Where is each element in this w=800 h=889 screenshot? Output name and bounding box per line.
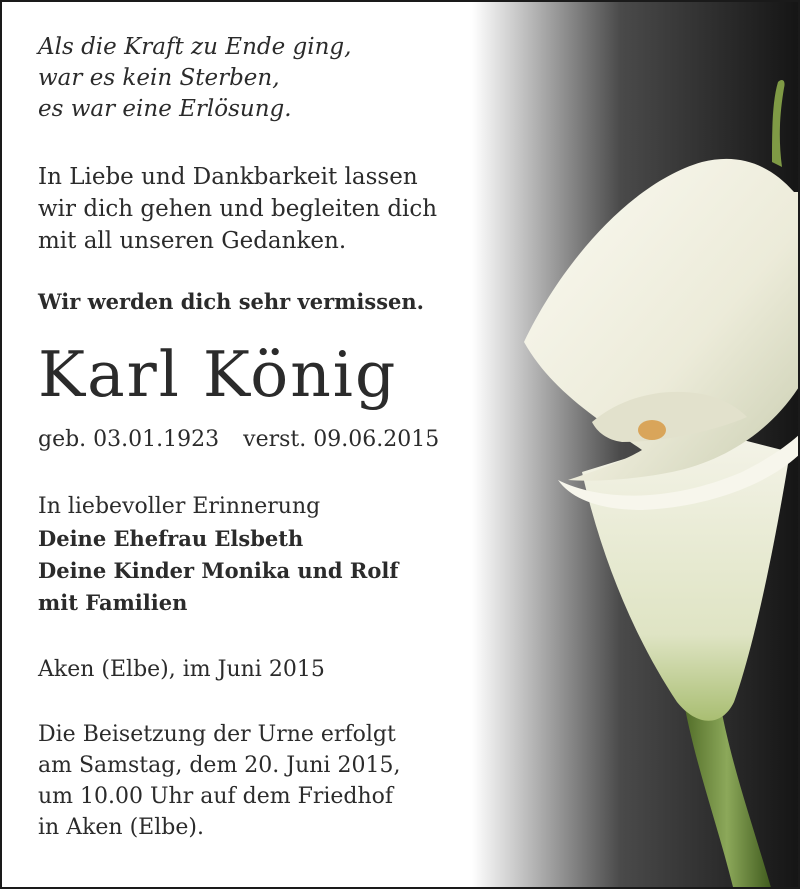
death-date: verst. 09.06.2015 (243, 427, 440, 452)
calla-lily-photo (472, 2, 800, 889)
farewell-line: wir dich gehen und begleiten dich (38, 196, 438, 222)
mourner: Deine Ehefrau Elsbeth (38, 526, 304, 551)
birth-date: geb. 03.01.1923 (38, 427, 220, 452)
farewell-text (38, 161, 478, 257)
place-date: Aken (Elbe), im Juni 2015 (38, 657, 325, 682)
poem-line: Als die Kraft zu Ende ging, (38, 34, 352, 60)
deceased-name: Karl König (38, 338, 398, 411)
poem-line: war es kein Sterben, (38, 65, 280, 91)
farewell-line: In Liebe und Dankbarkeit lassen (38, 164, 418, 190)
miss-statement: Wir werden dich sehr vermissen. (38, 289, 424, 314)
mourner: Deine Kinder Monika und Rolf (38, 558, 399, 583)
mourner: mit Familien (38, 590, 188, 615)
burial-info (38, 719, 478, 843)
poem-line: es war eine Erlösung. (38, 96, 292, 122)
burial-line: am Samstag, dem 20. Juni 2015, (38, 753, 401, 778)
life-dates (38, 425, 478, 455)
obituary-text (38, 32, 478, 843)
burial-line: in Aken (Elbe). (38, 815, 204, 840)
remembrance (38, 491, 478, 619)
burial-line: um 10.00 Uhr auf dem Friedhof (38, 784, 394, 809)
calla-lily-icon (472, 2, 800, 889)
poem (38, 32, 478, 125)
burial-line: Die Beisetzung der Urne erfolgt (38, 722, 396, 747)
farewell-line: mit all unseren Gedanken. (38, 228, 347, 254)
remembrance-intro: In liebevoller Erinnerung (38, 494, 321, 519)
